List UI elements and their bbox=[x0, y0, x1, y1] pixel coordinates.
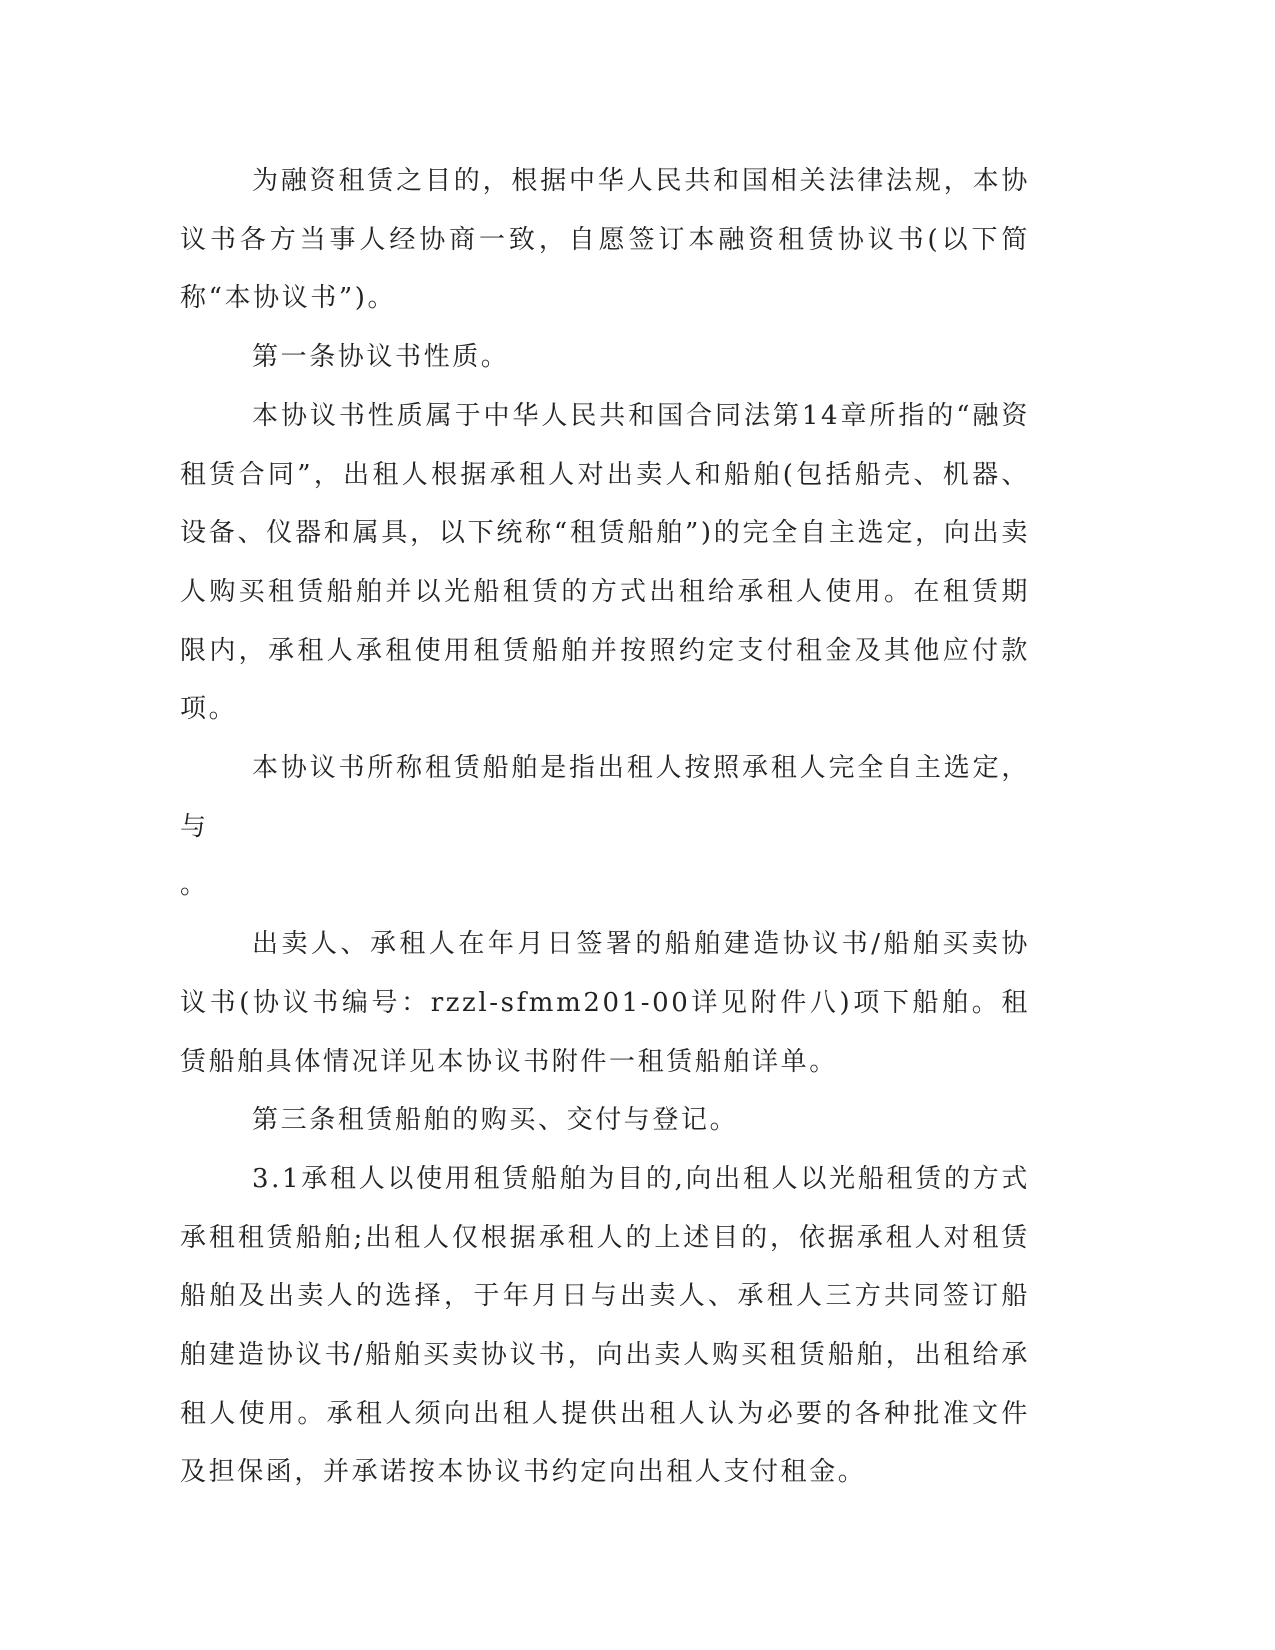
article-3-heading: 第三条租赁船舶的购买、交付与登记。 bbox=[252, 1105, 739, 1136]
article-1-heading: 第一条协议书性质。 bbox=[252, 342, 510, 373]
paragraph-article-1: 本协议书性质属于中华人民共和国合同法第14章所指的“融资租赁合同”，出租人根据承租人对出卖人和船舶(包括船壳、机器、设备、仪器和属具，以下统称“租赁船舶”)的完全自主选定，向出卖人购买租赁船舶并以光船租赁的方式出租给承租人使用。在租赁期限内，承租人承租使用租赁船舶并按照约定支付租金及其他应付款项。 bbox=[180, 400, 1030, 725]
paragraph-leased-vessel-definition: 本协议书所称租赁船舶是指出租人按照承租人完全自主选定，与 bbox=[180, 753, 1030, 842]
paragraph-intro: 为融资租赁之目的，根据中华人民共和国相关法律法规，本协议书各方当事人经协商一致，自愿签订本融资租赁协议书(以下简称“本协议书”)。 bbox=[180, 166, 1030, 314]
paragraph-blank-line: 。 bbox=[180, 870, 209, 901]
paragraph-article-3-1: 3.1承租人以使用租赁船舶为目的,向出租人以光船租赁的方式承租租赁船舶;出租人仅根据承租人的上述目的，依据承租人对租赁船舶及出卖人的选择，于年月日与出卖人、承租人三方共同签订船舶建造协议书/船舶买卖协议书，向出卖人购买租赁船舶，出租给承租人使用。承租人须向出租人提供出租人认为必要的各种批准文件及担保函，并承诺按本协议书约定向出租人支付租金。 bbox=[180, 1163, 1030, 1488]
document-body bbox=[180, 152, 1030, 1502]
paragraph-vessel-contract: 出卖人、承租人在年月日签署的船舶建造协议书/船舶买卖协议书(协议书编号：rzzl-sfmm201-00详见附件八)项下船舶。租赁船舶具体情况详见本协议书附件一租赁船舶详单。 bbox=[180, 929, 1030, 1077]
